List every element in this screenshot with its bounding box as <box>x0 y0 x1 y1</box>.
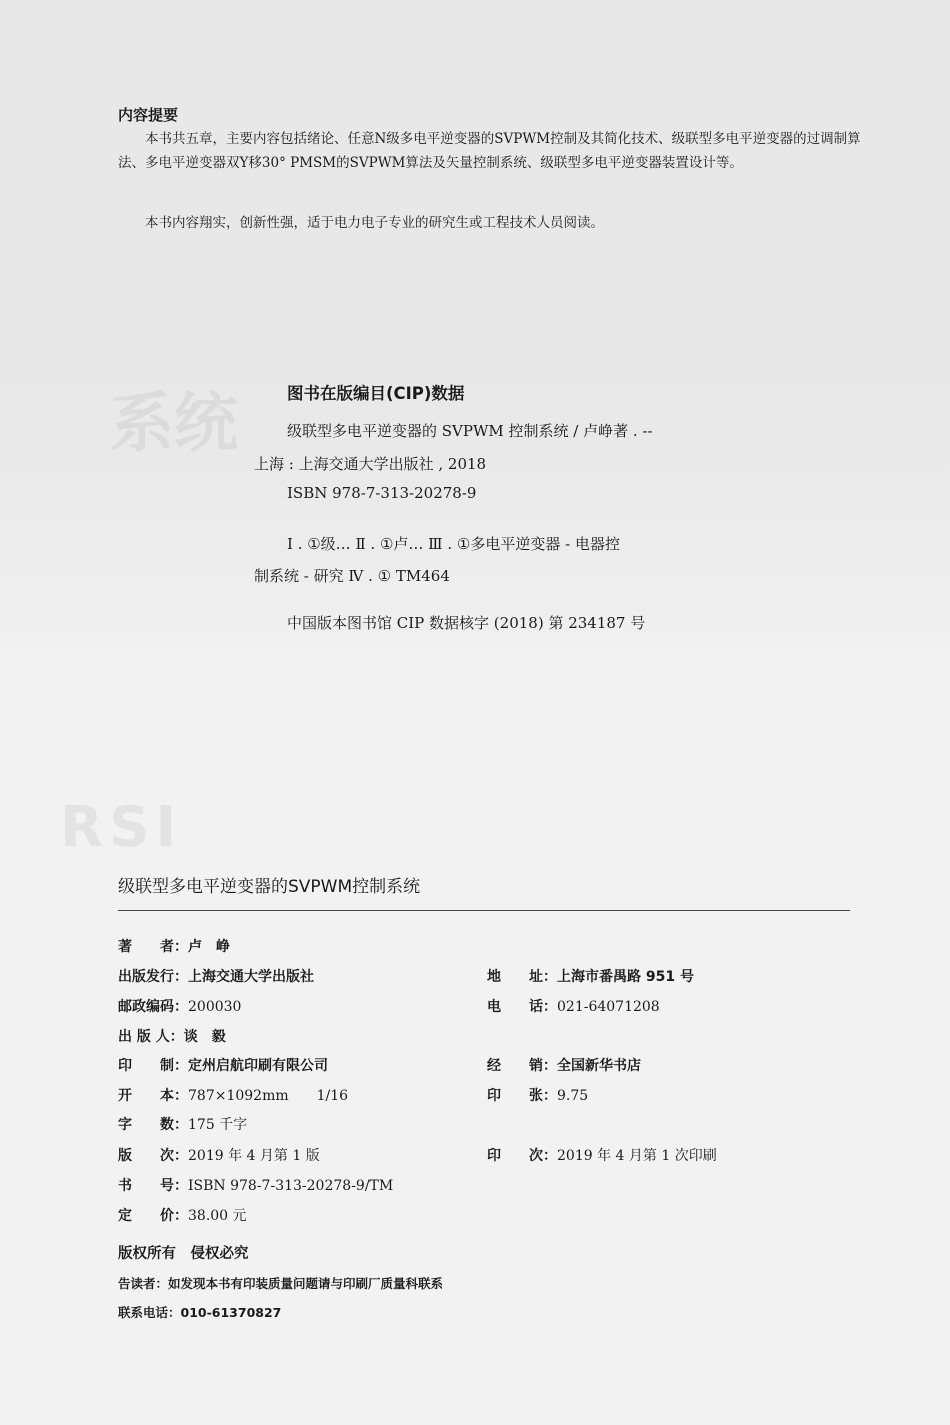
printer-label: 印 制： <box>118 1058 188 1074</box>
sheets-label: 印 张： <box>487 1088 557 1104</box>
address-label: 地 址： <box>487 969 557 985</box>
sheets-row <box>487 1085 588 1105</box>
book-title: 级联型多电平逆变器的SVPWM控制系统 <box>118 877 421 897</box>
bleed-through-watermark: 系统 <box>110 387 238 461</box>
author-label: 著 者： <box>118 939 188 955</box>
editor-value: 谈 毅 <box>183 1029 226 1045</box>
distributor-value: 全国新华书店 <box>557 1058 641 1074</box>
postcode-row <box>118 996 241 1016</box>
address-row <box>487 966 694 986</box>
publisher-label: 出版发行： <box>118 969 188 985</box>
summary-paragraph-2: 本书内容翔实，创新性强，适于电力电子专业的研究生或工程技术人员阅读。 <box>145 215 604 231</box>
edition-row <box>118 1145 320 1165</box>
author-row <box>118 936 230 956</box>
author-value: 卢 峥 <box>188 939 230 955</box>
printing-value: 2019 年 4 月第 1 次印刷 <box>557 1148 717 1164</box>
contact-phone: 联系电话：010-61370827 <box>118 1305 282 1320</box>
summary-paragraph-1: 本书共五章，主要内容包括绪论、任意N级多电平逆变器的SVPWM控制及其简化技术、级联型多电平逆变器的过调制算法、多电平逆变器双Y移30° PMSM的SVPWM算法及矢量控制系统、级联型多电平逆变器装置设计等。 <box>118 131 861 171</box>
cip-line-3: ISBN 978-7-313-20278-9 <box>287 484 477 502</box>
editor-row <box>118 1026 226 1046</box>
price-value: 38.00 元 <box>188 1208 247 1224</box>
printing-label: 印 次： <box>487 1148 557 1164</box>
bleed-through-watermark-2: RSI <box>60 795 183 860</box>
cip-line-6: 中国版本图书馆 CIP 数据核字 (2018) 第 234187 号 <box>287 614 646 632</box>
divider <box>118 910 850 911</box>
isbn-value: ISBN 978-7-313-20278-9/TM <box>188 1178 394 1194</box>
address-value: 上海市番禺路 951 号 <box>557 969 694 985</box>
format-row <box>118 1085 348 1105</box>
sheets-value: 9.75 <box>557 1088 589 1104</box>
words-row <box>118 1114 247 1134</box>
distributor-row <box>487 1055 641 1075</box>
copyright-notice: 版权所有 侵权必究 <box>118 1246 249 1262</box>
edition-label: 版 次： <box>118 1148 188 1164</box>
summary-title: 内容提要 <box>118 106 179 124</box>
cip-line-1: 级联型多电平逆变器的 SVPWM 控制系统 / 卢峥著 . -- <box>287 422 653 440</box>
edition-value: 2019 年 4 月第 1 版 <box>188 1148 320 1164</box>
cip-line-5: 制系统 - 研究 Ⅳ . ① TM464 <box>254 567 450 585</box>
cip-line-2: 上海 : 上海交通大学出版社 , 2018 <box>254 455 487 473</box>
reader-notice: 告读者：如发现本书有印装质量问题请与印刷厂质量科联系 <box>118 1276 444 1291</box>
format-value: 787×1092mm 1/16 <box>188 1088 349 1104</box>
words-value: 175 千字 <box>188 1117 248 1133</box>
cip-heading: 图书在版编目(CIP)数据 <box>287 384 465 403</box>
printer-row <box>118 1055 328 1075</box>
price-row <box>118 1205 247 1225</box>
isbn-row <box>118 1175 393 1195</box>
publisher-value: 上海交通大学出版社 <box>188 969 314 985</box>
printing-row <box>487 1145 717 1165</box>
printer-value: 定州启航印刷有限公司 <box>188 1058 328 1074</box>
editor-label: 出 版 人： <box>118 1029 184 1045</box>
phone-row <box>487 996 660 1016</box>
isbn-label: 书 号： <box>118 1178 188 1194</box>
price-label: 定 价： <box>118 1208 188 1224</box>
format-label: 开 本： <box>118 1088 188 1104</box>
phone-value: 021-64071208 <box>557 999 660 1015</box>
postcode-label: 邮政编码： <box>118 999 188 1015</box>
distributor-label: 经 销： <box>487 1058 557 1074</box>
postcode-value: 200030 <box>188 999 242 1015</box>
cip-line-4: Ⅰ . ①级… Ⅱ . ①卢… Ⅲ . ①多电平逆变器 - 电器控 <box>287 535 620 553</box>
phone-label: 电 话： <box>487 999 557 1015</box>
words-label: 字 数： <box>118 1117 188 1133</box>
publisher-row <box>118 966 314 986</box>
